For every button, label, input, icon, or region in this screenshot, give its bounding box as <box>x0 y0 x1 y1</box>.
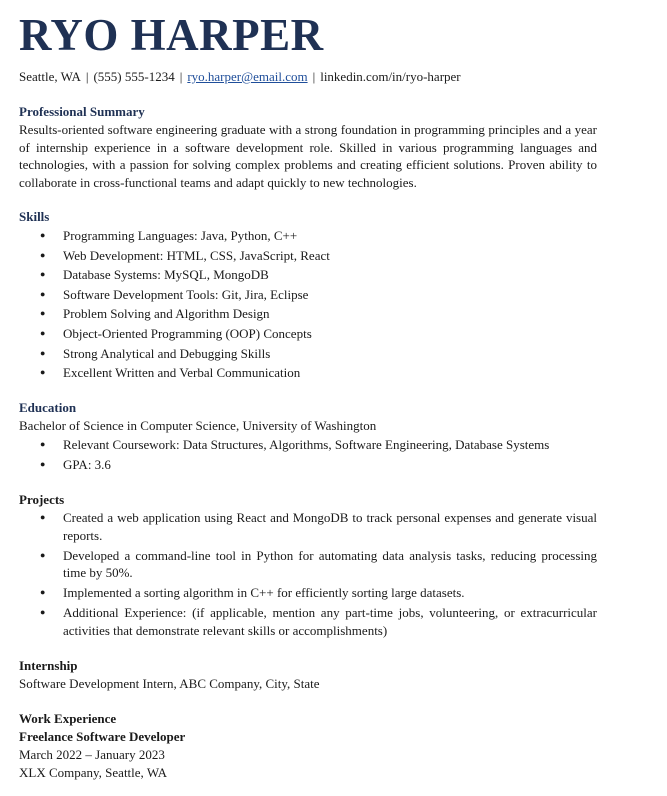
list-item: ● Database Systems: MySQL, MongoDB <box>19 265 597 285</box>
list-item: ● GPA: 3.6 <box>19 455 597 475</box>
projects-section <box>19 491 597 642</box>
list-item: ● Relevant Coursework: Data Structures, Algorithms, Software Engineering, Database Systems <box>19 435 597 455</box>
list-item: ● Problem Solving and Algorithm Design <box>19 304 597 324</box>
linkedin-url: linkedin.com/in/ryo-harper <box>320 69 461 84</box>
list-item: ● Excellent Written and Verbal Communication <box>19 363 597 383</box>
separator: | <box>85 69 89 84</box>
summary-text: Results-oriented software engineering graduate with a strong foundation in programming principles and a year of internship experience in a software development role. Skilled in various programming languages and technologies, with a passion for solving complex problems and creating efficient solutions. Proven ability to collaborate in cross-functional teams and adapt quickly to new technologies. <box>19 122 597 190</box>
projects-heading: Projects <box>19 492 65 507</box>
summary-section <box>19 103 597 191</box>
list-item: ● Implemented a sorting algorithm in C++ for efficiently sorting large datasets. <box>19 584 597 602</box>
list-item: ● Software Development Tools: Git, Jira, Eclipse <box>19 285 597 305</box>
list-item: ● Web Development: HTML, CSS, JavaScript, React <box>19 246 597 266</box>
email-link[interactable]: ryo.harper@email.com <box>187 69 308 84</box>
projects-list <box>19 509 597 639</box>
skills-heading: Skills <box>19 209 50 224</box>
phone: (555) 555-1234 <box>93 69 175 84</box>
internship-text: Software Development Intern, ABC Company, City, State <box>19 676 320 691</box>
internship-heading: Internship <box>19 658 78 673</box>
work-section <box>19 710 597 782</box>
list-item: ● Additional Experience: (if applicable, mention any part-time jobs, volunteering, or extracurricular activities that demonstrate relevant skills or accomplishments) <box>19 604 597 639</box>
internship-section <box>19 657 597 693</box>
education-section <box>19 399 597 474</box>
degree: Bachelor of Science in Computer Science, University of Washington <box>19 418 377 433</box>
candidate-name: RYO HARPER <box>19 10 324 60</box>
list-item: ● Programming Languages: Java, Python, C++ <box>19 226 597 246</box>
education-heading: Education <box>19 400 77 415</box>
list-item: ● Strong Analytical and Debugging Skills <box>19 344 597 364</box>
skills-list <box>19 226 597 383</box>
list-item: ● Developed a command-line tool in Python for automating data analysis tasks, reducing processing time by 50%. <box>19 547 597 582</box>
work-heading: Work Experience <box>19 711 117 726</box>
job-company: XLX Company, Seattle, WA <box>19 765 168 780</box>
separator: | <box>312 69 316 84</box>
list-item: ● Created a web application using React and MongoDB to track personal expenses and generate visual reports. <box>19 509 597 544</box>
summary-heading: Professional Summary <box>19 104 145 119</box>
job-dates: March 2022 – January 2023 <box>19 747 165 762</box>
skills-section <box>19 208 597 383</box>
job-title: Freelance Software Developer <box>19 729 186 744</box>
separator: | <box>179 69 183 84</box>
location: Seattle, WA <box>19 69 81 84</box>
list-item: ● Object-Oriented Programming (OOP) Concepts <box>19 324 597 344</box>
education-list <box>19 435 597 474</box>
contact-line <box>19 68 461 86</box>
